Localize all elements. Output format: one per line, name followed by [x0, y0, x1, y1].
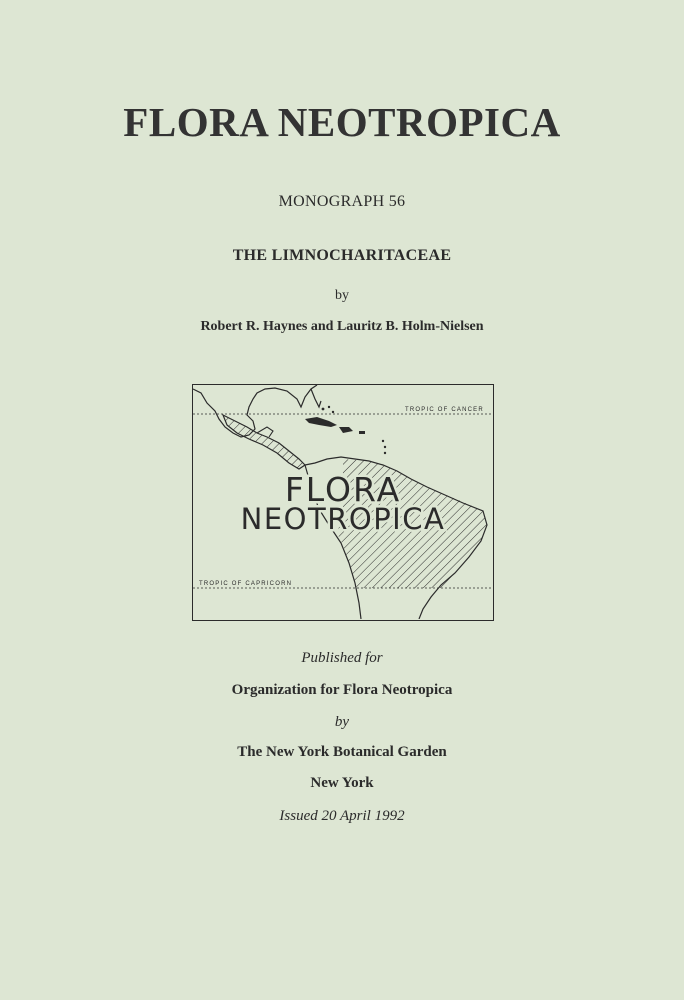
- logo-flora: FLORA: [284, 470, 402, 509]
- tropic-of-cancer-label: TROPIC OF CANCER: [405, 407, 484, 413]
- publisher-city: New York: [310, 775, 374, 791]
- monograph-number: MONOGRAPH 56: [278, 193, 406, 210]
- organization: Organization for Flora Neotropica: [231, 682, 453, 698]
- by-label: by: [335, 288, 349, 303]
- publisher: The New York Botanical Garden: [237, 744, 447, 760]
- series-title: FLORA NEOTROPICA: [123, 99, 561, 145]
- by-label-2: by: [334, 714, 350, 730]
- tropic-of-capricorn-label: TROPIC OF CAPRICORN: [199, 581, 293, 587]
- published-for: Published for: [301, 650, 383, 666]
- central-america-region: [223, 415, 305, 469]
- north-america-coast: [193, 385, 317, 437]
- map-logo: [192, 384, 494, 621]
- logo-neotropica: NEOTROPICA: [240, 502, 446, 536]
- americas-map-icon: [193, 385, 492, 619]
- authors: Robert R. Haynes and Lauritz B. Holm-Nielsen: [200, 319, 484, 334]
- work-title: THE LIMNOCHARITACEAE: [232, 247, 452, 264]
- issue-date: Issued 20 April 1992: [279, 808, 405, 824]
